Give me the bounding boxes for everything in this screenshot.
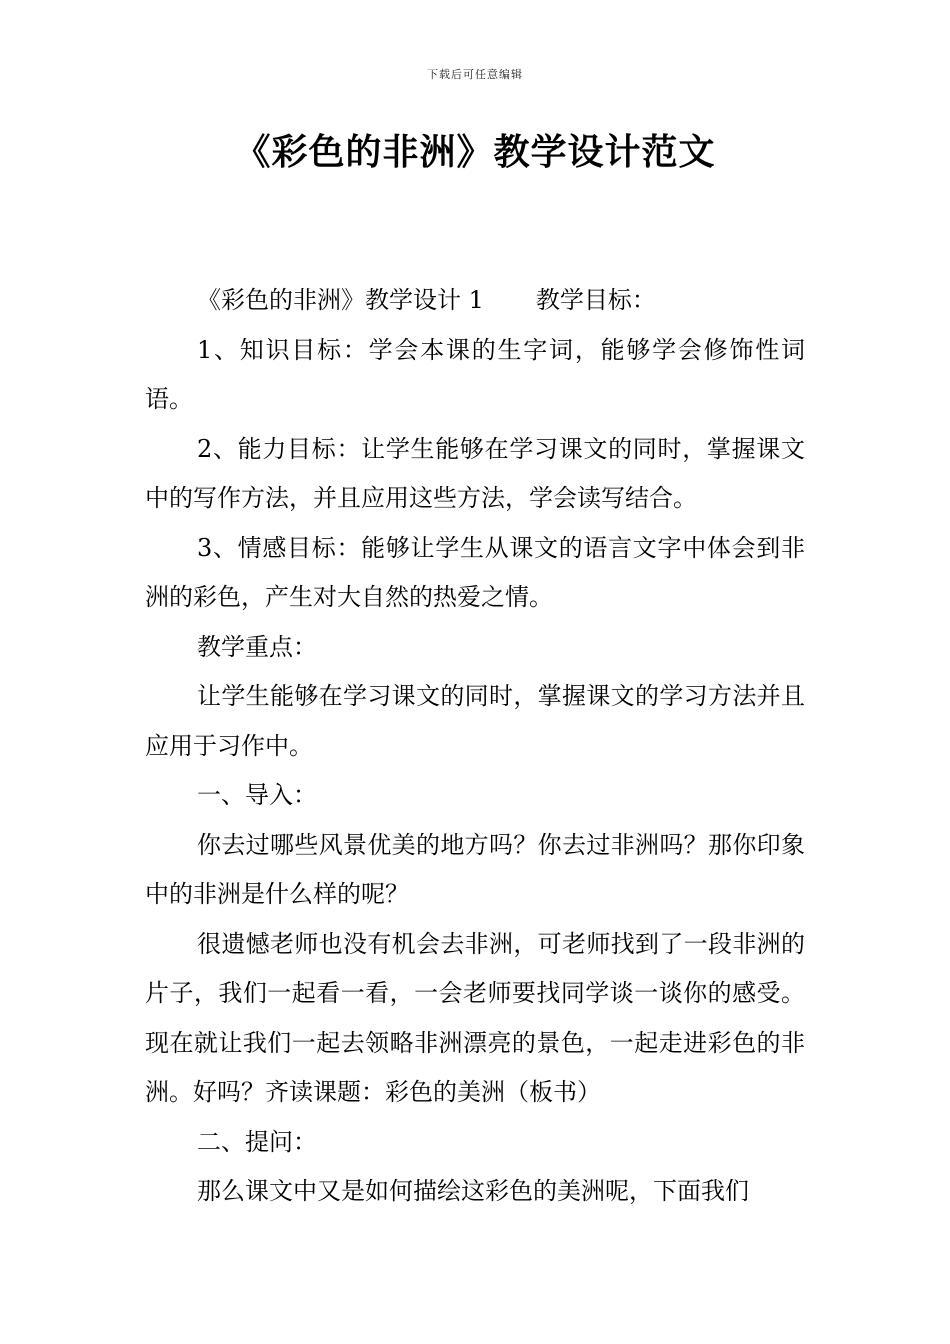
document-title: 《彩色的非洲》教学设计范文 <box>234 132 716 173</box>
section-heading-intro: 一、导入： <box>197 781 317 809</box>
section-heading-questions: 二、提问： <box>197 1127 317 1156</box>
paragraph-knowledge-goal: 1、知识目标：学会本课的生字词，能够学会修饰性词语。 <box>145 335 805 413</box>
paragraph-key-points-label: 教学重点： <box>197 632 317 661</box>
paragraph-questions: 那么课文中又是如何描绘这彩色的美洲呢，下面我们 <box>197 1177 749 1205</box>
document-body <box>145 276 805 1217</box>
teaching-goals-label: 教学目标： <box>535 286 656 314</box>
lesson-heading: 《彩色的非洲》教学设计 1 <box>197 286 484 314</box>
page-header-note: 下载后可任意编辑 <box>427 68 523 81</box>
paragraph-key-points: 让学生能够在学习课文的同时，掌握课文的学习方法并且应用于习作中。 <box>145 682 805 760</box>
paragraph-intro-video: 很遗憾老师也没有机会去非洲，可老师找到了一段非洲的片子，我们一起看一看，一会老师要找同学谈一谈你的感受。现在就让我们一起去领略非洲漂亮的景色，一起走进彩色的非洲。好吗？齐读课题：彩色的美洲（板书） <box>145 929 805 1106</box>
paragraph-ability-goal: 2、能力目标：让学生能够在学习课文的同时，掌握课文中的写作方法，并且应用这些方法，学会读写结合。 <box>145 434 805 512</box>
paragraph-emotion-goal: 3、情感目标：能够让学生从课文的语言文字中体会到非洲的彩色，产生对大自然的热爱之情。 <box>145 533 805 611</box>
paragraph-intro-questions: 你去过哪些风景优美的地方吗？你去过非洲吗？那你印象中的非洲是什么样的呢？ <box>145 830 805 908</box>
intro-paragraph <box>145 276 805 326</box>
